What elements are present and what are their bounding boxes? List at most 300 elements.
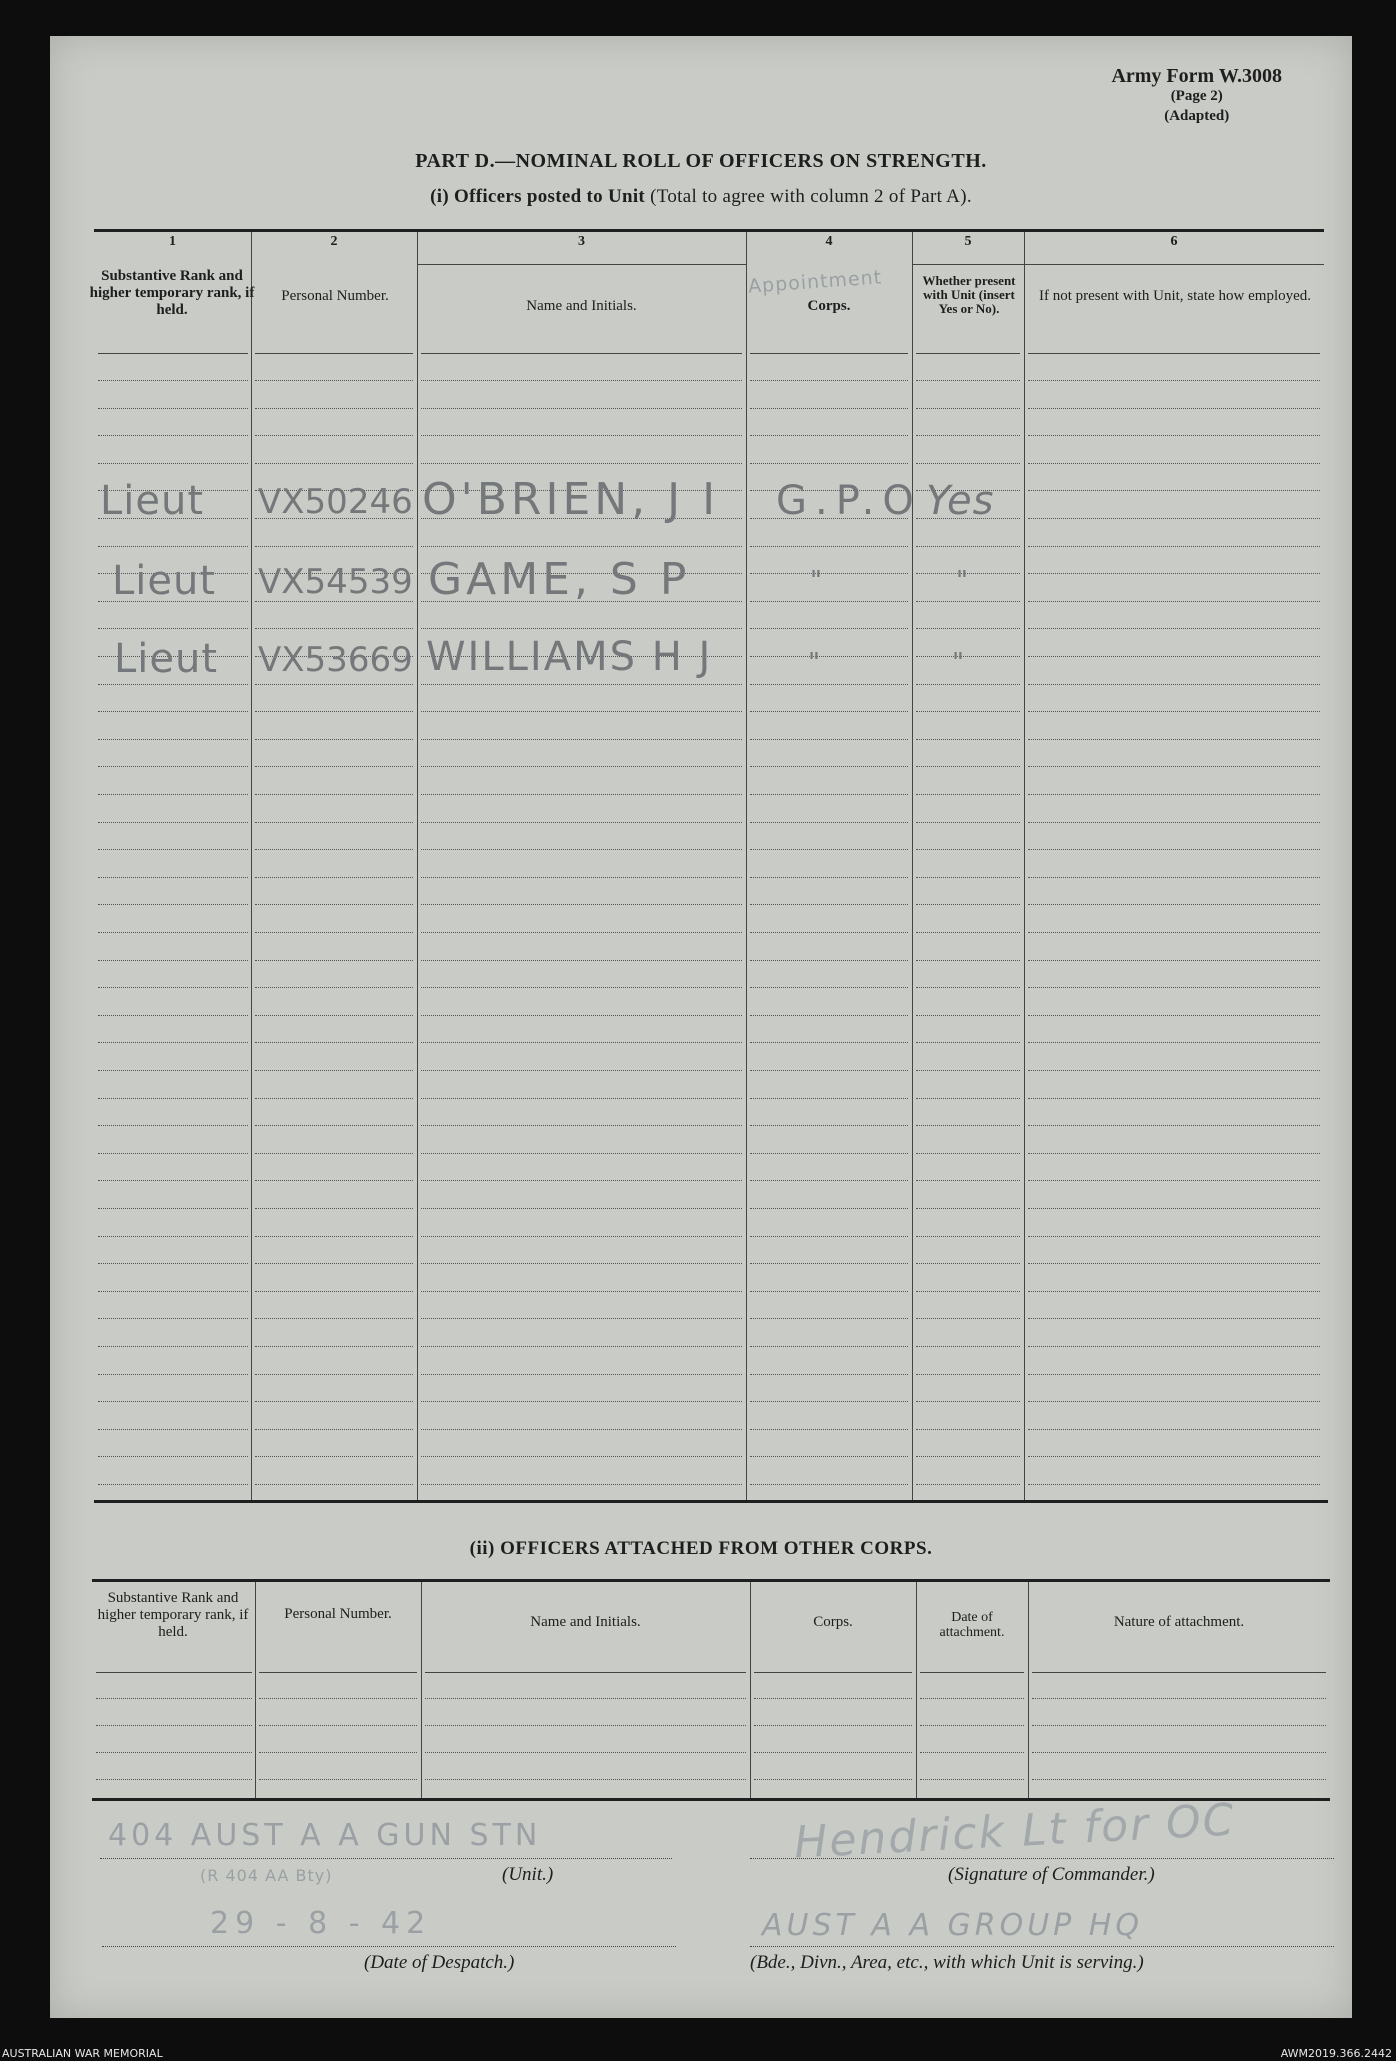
- part-d-title: PART D.—NOMINAL ROLL OF OFFICERS ON STRENGTH.: [415, 150, 987, 172]
- ruled-line: [98, 1236, 248, 1237]
- table2-top-rule: [92, 1579, 1330, 1582]
- ruled-line: [916, 1236, 1020, 1237]
- ruled-line: [255, 684, 413, 685]
- ruled-line: [421, 1180, 742, 1181]
- table2-divider-4: [916, 1582, 917, 1798]
- table1-bottom-rule: [94, 1500, 1328, 1503]
- header-name: Name and Initials.: [526, 298, 637, 314]
- ruled-line: [1032, 1779, 1326, 1780]
- ruled-line: [1028, 1456, 1320, 1457]
- ruled-line: [98, 822, 248, 823]
- ruled-line: [255, 766, 413, 767]
- ruled-line: [255, 463, 413, 464]
- formation-label: (Bde., Divn., Area, etc., with which Unit is serving.): [750, 1952, 1144, 1973]
- ruled-line: [916, 960, 1020, 961]
- ruled-line: [750, 1015, 908, 1016]
- date-label: (Date of Despatch.): [364, 1952, 515, 1973]
- ruled-line: [750, 601, 908, 602]
- ruled-line: [916, 1346, 1020, 1347]
- ruled-line: [421, 1346, 742, 1347]
- table1-divider-2: [417, 232, 418, 1500]
- ruled-line: [98, 1208, 248, 1209]
- ruled-line: [916, 601, 1020, 602]
- ruled-line: [1032, 1698, 1326, 1699]
- ruled-line: [255, 1346, 413, 1347]
- ruled-line: [98, 1070, 248, 1071]
- ruled-line: [750, 822, 908, 823]
- ruled-line: [421, 1125, 742, 1126]
- ruled-line: [421, 408, 742, 409]
- ruled-line: [1028, 766, 1320, 767]
- col-num-3: 3: [578, 234, 585, 249]
- row3-present: ": [952, 648, 967, 678]
- ruled-line: [750, 1429, 908, 1430]
- ruled-line: [421, 987, 742, 988]
- row2-present: ": [956, 566, 971, 596]
- ruled-line: [750, 1125, 908, 1126]
- row3-number: VX53669: [258, 640, 413, 680]
- ruled-line: [98, 794, 248, 795]
- ruled-line: [750, 932, 908, 933]
- row1-rank: Lieut: [100, 478, 205, 524]
- ruled-line: [421, 766, 742, 767]
- ruled-line: [421, 904, 742, 905]
- ruled-line: [255, 1291, 413, 1292]
- t2-header-rule-4: [754, 1672, 912, 1673]
- date-line: [102, 1946, 676, 1947]
- ruled-line: [1028, 1236, 1320, 1237]
- ruled-line: [255, 932, 413, 933]
- t2-header-rule-5: [920, 1672, 1024, 1673]
- ruled-line: [255, 1153, 413, 1154]
- ruled-line: [421, 546, 742, 547]
- ruled-line: [98, 1125, 248, 1126]
- ruled-line: [255, 1098, 413, 1099]
- ruled-line: [98, 380, 248, 381]
- ruled-line: [421, 1374, 742, 1375]
- ruled-line: [255, 1318, 413, 1319]
- ruled-line: [916, 1318, 1020, 1319]
- ruled-line: [96, 1779, 252, 1780]
- rule-under-num-3: [417, 264, 746, 265]
- ruled-line: [259, 1698, 417, 1699]
- ruled-line: [750, 766, 908, 767]
- ruled-line: [1028, 794, 1320, 795]
- ruled-line: [916, 1098, 1020, 1099]
- ruled-line: [421, 1318, 742, 1319]
- table1-divider-1: [251, 232, 252, 1500]
- ruled-line: [255, 1374, 413, 1375]
- ruled-line: [255, 1429, 413, 1430]
- ruled-line: [750, 987, 908, 988]
- ruled-line: [98, 1263, 248, 1264]
- ruled-line: [255, 628, 413, 629]
- ruled-line: [1028, 1098, 1320, 1099]
- ruled-line: [750, 1070, 908, 1071]
- ruled-line: [421, 684, 742, 685]
- ruled-line: [255, 408, 413, 409]
- t2-header-corps: Corps.: [813, 1614, 853, 1630]
- ruled-line: [421, 932, 742, 933]
- ruled-line: [750, 877, 908, 878]
- header-rule-4: [750, 353, 908, 354]
- ruled-line: [750, 546, 908, 547]
- t2-header-rule-1: [96, 1672, 252, 1673]
- ruled-line: [98, 1346, 248, 1347]
- ruled-line: [750, 904, 908, 905]
- ruled-line: [255, 1015, 413, 1016]
- ruled-line: [255, 1042, 413, 1043]
- ruled-line: [98, 684, 248, 685]
- ruled-line: [98, 877, 248, 878]
- ruled-line: [421, 1401, 742, 1402]
- rule-under-num-6: [1024, 264, 1324, 265]
- ruled-line: [1028, 1484, 1320, 1485]
- ruled-line: [916, 904, 1020, 905]
- ruled-line: [1028, 518, 1320, 519]
- ruled-line: [916, 1042, 1020, 1043]
- ruled-line: [421, 739, 742, 740]
- ruled-line: [98, 1429, 248, 1430]
- ruled-line: [750, 408, 908, 409]
- unit-value: 404 AUST A A GUN STN: [108, 1818, 542, 1853]
- ruled-line: [916, 822, 1020, 823]
- ruled-line: [1028, 435, 1320, 436]
- row3-name: WILLIAMS H J: [426, 634, 713, 680]
- ruled-line: [916, 656, 1020, 657]
- ruled-line: [750, 1291, 908, 1292]
- ruled-line: [255, 1456, 413, 1457]
- ruled-line: [916, 766, 1020, 767]
- ruled-line: [754, 1779, 912, 1780]
- ruled-line: [916, 987, 1020, 988]
- ruled-line: [916, 711, 1020, 712]
- ruled-line: [920, 1698, 1024, 1699]
- ruled-line: [98, 711, 248, 712]
- ruled-line: [750, 1180, 908, 1181]
- ruled-line: [750, 1318, 908, 1319]
- t2-header-rule-2: [259, 1672, 417, 1673]
- ruled-line: [1028, 711, 1320, 712]
- ruled-line: [1028, 739, 1320, 740]
- ruled-line: [255, 1236, 413, 1237]
- ruled-line: [750, 463, 908, 464]
- ruled-line: [916, 739, 1020, 740]
- ruled-line: [255, 794, 413, 795]
- formation-value: AUST A A GROUP HQ: [762, 1908, 1143, 1943]
- ruled-line: [750, 1236, 908, 1237]
- signature-line: [750, 1858, 1334, 1859]
- ruled-line: [750, 1098, 908, 1099]
- ruled-line: [98, 1291, 248, 1292]
- ruled-line: [1028, 546, 1320, 547]
- ruled-line: [255, 1208, 413, 1209]
- col-num-6: 6: [1170, 234, 1178, 249]
- ruled-line: [425, 1698, 746, 1699]
- header-rule-5: [916, 353, 1020, 354]
- ruled-line: [750, 1263, 908, 1264]
- ruled-line: [1028, 849, 1320, 850]
- ruled-line: [750, 960, 908, 961]
- ruled-line: [916, 1456, 1020, 1457]
- ruled-line: [98, 932, 248, 933]
- ruled-line: [98, 1484, 248, 1485]
- ruled-line: [255, 1401, 413, 1402]
- ruled-line: [98, 408, 248, 409]
- ruled-line: [421, 1042, 742, 1043]
- row3-rank: Lieut: [114, 636, 219, 682]
- ruled-line: [255, 1125, 413, 1126]
- ruled-line: [750, 794, 908, 795]
- table1-top-rule: [94, 229, 1324, 232]
- ruled-line: [1028, 877, 1320, 878]
- header-personal-number: Personal Number.: [281, 288, 389, 304]
- row2-name: GAME, S P: [428, 554, 691, 605]
- ruled-line: [421, 1070, 742, 1071]
- ruled-line: [916, 684, 1020, 685]
- ruled-line: [425, 1752, 746, 1753]
- header-present: Whether present with Unit (insert Yes or No).: [922, 273, 1016, 316]
- row1-number: VX50246: [258, 482, 413, 522]
- ruled-line: [916, 408, 1020, 409]
- ruled-line: [750, 711, 908, 712]
- ruled-line: [98, 1374, 248, 1375]
- ruled-line: [916, 1484, 1020, 1485]
- ruled-line: [920, 1752, 1024, 1753]
- ruled-line: [98, 546, 248, 547]
- ruled-line: [421, 711, 742, 712]
- ruled-line: [421, 877, 742, 878]
- ruled-line: [421, 1484, 742, 1485]
- part-d-subtitle: [50, 186, 1352, 208]
- row2-number: VX54539: [258, 562, 413, 602]
- header-rule-3: [421, 353, 742, 354]
- row1-corps: G.P.O: [776, 478, 922, 524]
- ruled-line: [1032, 1725, 1326, 1726]
- ruled-line: [750, 628, 908, 629]
- form-sheet: [50, 36, 1352, 2018]
- ruled-line: [96, 1752, 252, 1753]
- ruled-line: [750, 435, 908, 436]
- t2-header-rule-6: [1032, 1672, 1326, 1673]
- header-corps-annotation: Appointment: [747, 266, 883, 298]
- ruled-line: [421, 1263, 742, 1264]
- ruled-line: [421, 849, 742, 850]
- t2-header-personal-number: Personal Number.: [284, 1606, 392, 1622]
- ruled-line: [255, 380, 413, 381]
- ruled-line: [259, 1725, 417, 1726]
- ruled-line: [259, 1779, 417, 1780]
- ruled-line: [920, 1779, 1024, 1780]
- signature-value: Hendrick Lt for OC: [792, 1794, 1237, 1869]
- ruled-line: [259, 1752, 417, 1753]
- ruled-line: [98, 987, 248, 988]
- ruled-line: [1028, 601, 1320, 602]
- ruled-line: [255, 711, 413, 712]
- ruled-line: [750, 1484, 908, 1485]
- unit-line: [100, 1858, 672, 1859]
- t2-header-name: Name and Initials.: [530, 1614, 641, 1630]
- ruled-line: [1028, 1042, 1320, 1043]
- ruled-line: [98, 1042, 248, 1043]
- row1-name: O'BRIEN, J I: [422, 474, 720, 525]
- unit-label: (Unit.): [502, 1864, 554, 1885]
- ruled-line: [1028, 822, 1320, 823]
- ruled-line: [750, 1153, 908, 1154]
- ruled-line: [1028, 380, 1320, 381]
- ruled-line: [255, 960, 413, 961]
- ruled-line: [1028, 1153, 1320, 1154]
- ruled-line: [750, 656, 908, 657]
- caption-right: AWM2019.366.2442: [1280, 2047, 1392, 2060]
- ruled-line: [98, 739, 248, 740]
- ruled-line: [98, 628, 248, 629]
- ruled-line: [421, 794, 742, 795]
- table1-divider-5: [1024, 232, 1025, 1500]
- ruled-line: [255, 1070, 413, 1071]
- ruled-line: [255, 877, 413, 878]
- part-d-subtitle-rest: (Total to agree with column 2 of Part A).: [650, 186, 972, 207]
- ruled-line: [255, 739, 413, 740]
- ruled-line: [1028, 904, 1320, 905]
- ruled-line: [754, 1725, 912, 1726]
- header-rule-2: [255, 353, 413, 354]
- ruled-line: [98, 1318, 248, 1319]
- form-page: (Page 2): [1170, 88, 1223, 104]
- ruled-line: [1028, 1070, 1320, 1071]
- ruled-line: [916, 1208, 1020, 1209]
- ruled-line: [421, 1291, 742, 1292]
- ruled-line: [1028, 573, 1320, 574]
- ruled-line: [1028, 490, 1320, 491]
- ruled-line: [421, 1456, 742, 1457]
- header-rank: Substantive Rank and higher temporary rank, if held.: [89, 268, 255, 318]
- ruled-line: [916, 1070, 1020, 1071]
- ruled-line: [916, 849, 1020, 850]
- ruled-line: [255, 1263, 413, 1264]
- ruled-line: [750, 1042, 908, 1043]
- table1-divider-4: [912, 232, 913, 1500]
- ruled-line: [750, 1401, 908, 1402]
- ruled-line: [750, 684, 908, 685]
- ruled-line: [421, 822, 742, 823]
- ruled-line: [916, 463, 1020, 464]
- ruled-line: [421, 1098, 742, 1099]
- ruled-line: [96, 1725, 252, 1726]
- t2-header-rank: Substantive Rank and higher temporary rank, if held.: [97, 1590, 249, 1640]
- ruled-line: [1028, 408, 1320, 409]
- signature-label: (Signature of Commander.): [948, 1864, 1155, 1885]
- ruled-line: [1028, 932, 1320, 933]
- ruled-line: [754, 1752, 912, 1753]
- ruled-line: [750, 1374, 908, 1375]
- ruled-line: [1028, 656, 1320, 657]
- form-adapted: (Adapted): [1164, 108, 1230, 124]
- ruled-line: [421, 1429, 742, 1430]
- ruled-line: [425, 1779, 746, 1780]
- ruled-line: [421, 1236, 742, 1237]
- ruled-line: [98, 766, 248, 767]
- ruled-line: [421, 628, 742, 629]
- form-number-block: [1111, 66, 1282, 126]
- ruled-line: [916, 1015, 1020, 1016]
- ruled-line: [98, 463, 248, 464]
- ruled-line: [916, 380, 1020, 381]
- ruled-line: [1028, 1318, 1320, 1319]
- ruled-line: [916, 877, 1020, 878]
- ruled-line: [421, 1208, 742, 1209]
- ruled-line: [421, 380, 742, 381]
- ruled-line: [425, 1725, 746, 1726]
- ruled-line: [916, 1429, 1020, 1430]
- ruled-line: [98, 849, 248, 850]
- t2-header-date: Date of attachment.: [939, 1610, 1005, 1640]
- t2-header-nature: Nature of attachment.: [1113, 1614, 1245, 1630]
- ruled-line: [1028, 1429, 1320, 1430]
- ruled-line: [916, 1374, 1020, 1375]
- ruled-line: [754, 1698, 912, 1699]
- ruled-line: [750, 1456, 908, 1457]
- ruled-line: [255, 435, 413, 436]
- ruled-line: [255, 546, 413, 547]
- col-num-2: 2: [330, 234, 338, 249]
- col-num-1: 1: [169, 234, 176, 249]
- part-ii-title: (ii) OFFICERS ATTACHED FROM OTHER CORPS.: [469, 1538, 933, 1559]
- ruled-line: [1028, 1125, 1320, 1126]
- ruled-line: [750, 1208, 908, 1209]
- header-corps: Corps.: [807, 298, 851, 314]
- ruled-line: [1028, 987, 1320, 988]
- ruled-line: [96, 1698, 252, 1699]
- unit-subvalue: (R 404 AA Bty): [200, 1866, 333, 1885]
- ruled-line: [916, 1125, 1020, 1126]
- formation-line: [750, 1946, 1334, 1947]
- ruled-line: [1028, 1263, 1320, 1264]
- caption-left: AUSTRALIAN WAR MEMORIAL: [2, 2047, 163, 2060]
- ruled-line: [750, 849, 908, 850]
- ruled-line: [916, 1263, 1020, 1264]
- row2-rank: Lieut: [112, 558, 217, 604]
- ruled-line: [916, 1153, 1020, 1154]
- ruled-line: [255, 904, 413, 905]
- ruled-line: [255, 1484, 413, 1485]
- ruled-line: [1032, 1752, 1326, 1753]
- ruled-line: [421, 463, 742, 464]
- ruled-line: [920, 1725, 1024, 1726]
- t2-header-rule-3: [425, 1672, 746, 1673]
- ruled-line: [1028, 1015, 1320, 1016]
- header-employed: If not present with Unit, state how employed.: [1038, 288, 1312, 304]
- ruled-line: [98, 1401, 248, 1402]
- row3-corps: ": [808, 648, 823, 678]
- ruled-line: [750, 739, 908, 740]
- ruled-line: [916, 1401, 1020, 1402]
- row2-corps: ": [810, 566, 825, 596]
- ruled-line: [916, 932, 1020, 933]
- ruled-line: [98, 1153, 248, 1154]
- ruled-line: [255, 987, 413, 988]
- ruled-line: [750, 573, 908, 574]
- col-num-5: 5: [964, 234, 972, 249]
- ruled-line: [1028, 1208, 1320, 1209]
- ruled-line: [98, 904, 248, 905]
- ruled-line: [916, 1291, 1020, 1292]
- ruled-line: [98, 1015, 248, 1016]
- ruled-line: [1028, 684, 1320, 685]
- ruled-line: [1028, 960, 1320, 961]
- ruled-line: [916, 546, 1020, 547]
- header-rule-1: [98, 353, 248, 354]
